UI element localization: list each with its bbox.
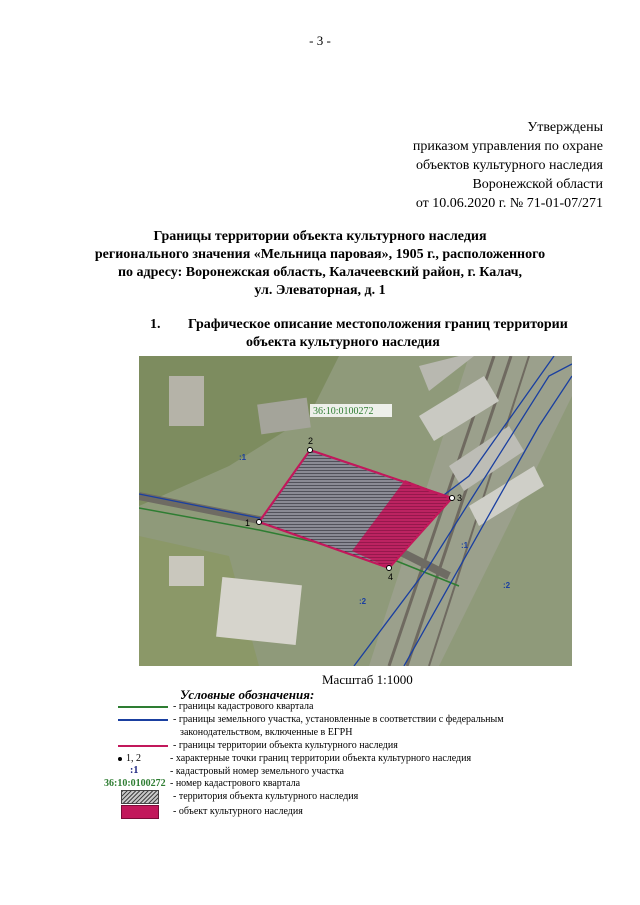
lot-label: :2 (359, 597, 367, 606)
legend-symbol-quarter-line (118, 706, 168, 708)
point-label: 4 (388, 572, 394, 582)
lot-label: :1 (239, 453, 247, 462)
point-label: 1 (245, 518, 251, 528)
legend-symbol-text: 1, 2 (126, 753, 141, 764)
legend-symbol-plot-line (118, 719, 168, 721)
legend-text: - границы территории объекта культурного наследия (173, 740, 398, 751)
section-title-line: Графическое описание местоположения границ территории (188, 317, 568, 332)
legend-title: Условные обозначения: (180, 687, 315, 702)
title-line: Границы территории объекта культурного наследия (153, 229, 487, 244)
lot-label: :1 (461, 541, 469, 550)
approval-line: Воронежской области (472, 177, 603, 192)
legend-text: - границы земельного участка, установленные в соответствии с федеральным (173, 714, 504, 725)
legend-symbol-territory-hatch (121, 790, 159, 804)
legend-text: - кадастровый номер земельного участка (170, 766, 344, 777)
point-label: 3 (457, 493, 463, 503)
legend-text: - объект культурного наследия (173, 806, 303, 817)
title-line: регионального значения «Мельница паровая», 1905 г., расположенного (94, 247, 546, 262)
approval-line: от 10.06.2020 г. № 71-01-07/271 (415, 196, 603, 211)
approval-line: Утверждены (527, 120, 603, 135)
page-number: - 3 - (309, 33, 331, 48)
legend-text: - границы кадастрового квартала (173, 701, 314, 712)
legend-symbol-lot: :1 (130, 765, 139, 776)
section-title-line: объекта культурного наследия (246, 335, 440, 350)
approval-line: объектов культурного наследия (415, 158, 603, 173)
approval-line: приказом управления по охране (412, 139, 603, 154)
title-line: по адресу: Воронежская область, Калачеевский район, г. Калач, (117, 265, 523, 280)
legend-text: - характерные точки границ территории объекта культурного наследия (170, 753, 472, 764)
point-label: 2 (308, 436, 314, 446)
legend-symbol-object (121, 805, 159, 819)
point-dot-icon (118, 757, 122, 761)
legend-text: - номер кадастрового квартала (170, 778, 301, 789)
legend-symbol-points (118, 753, 141, 764)
legend-symbol-territory-line (118, 745, 168, 747)
title-line: ул. Элеваторная, д. 1 (254, 283, 386, 298)
map-scale: Масштаб 1:1000 (322, 672, 413, 687)
lot-label: :2 (503, 581, 511, 590)
legend-symbol-quarter: 36:10:0100272 (104, 778, 166, 789)
section-number: 1. (150, 317, 161, 332)
quarter-label: 36:10:0100272 (313, 406, 374, 417)
legend-text: законодательством, включенные в ЕГРН (180, 727, 353, 738)
legend-text: - территория объекта культурного наследия (173, 791, 359, 802)
